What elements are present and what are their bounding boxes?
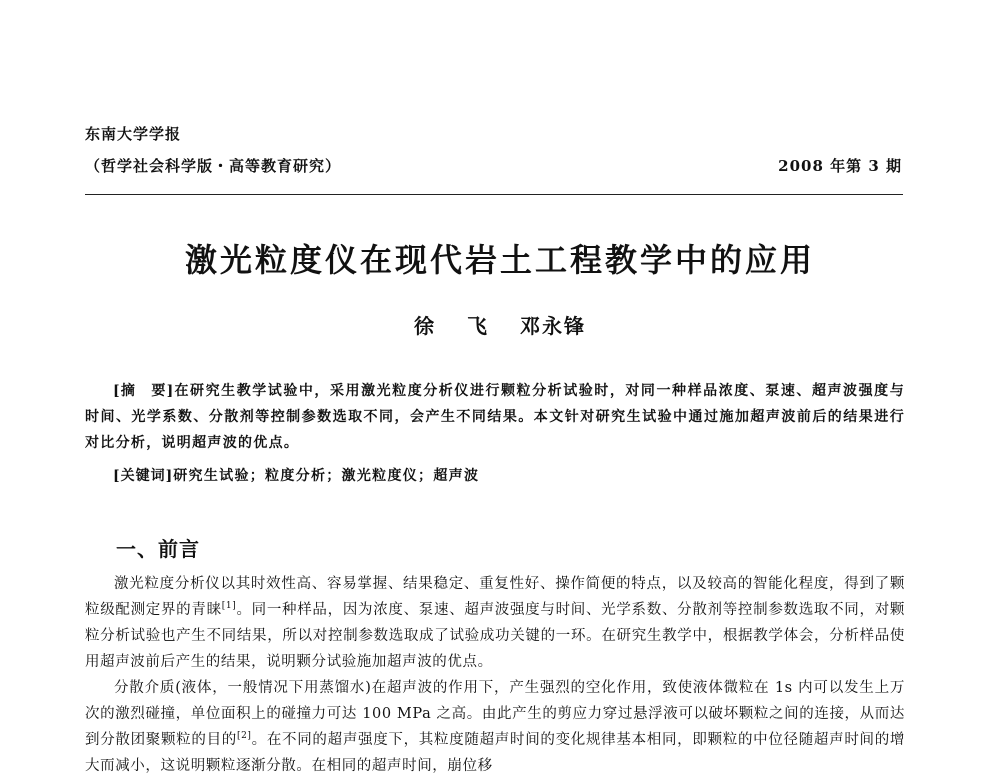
paragraph-text: 分散介质(液体，一般情况下用蒸馏水)在超声波的作用下，产生强烈的空化作用，致使液体微粒在 1s 内可以发生上万次的激烈碰撞，单位面积上的碰撞力可达 100 MPa 之高。由此产生的剪应力穿过悬浮液可以破坏颗粒之间的连接，从而达到分散团聚颗粒的目的 (85, 680, 905, 748)
reference-marker[interactable]: [1] (221, 601, 237, 612)
journal-subtitle: （哲学社会科学版・高等教育研究） (85, 157, 342, 175)
keywords (113, 465, 479, 485)
paragraph-text: 。同一种样品，因为浓度、泵速、超声波强度与时间、光学系数、分散剂等控制参数选取不同，对颗粒分析试验也产生不同结果，所以对控制参数选取成了试验成功关键的一环。在研究生教学中，根据教学体会，分析样品使用超声波前后产生的结果，说明颗分试验施加超声波的优点。 (85, 602, 905, 670)
header-divider (85, 194, 903, 195)
keywords-text: 研究生试验；粒度分析；激光粒度仪；超声波 (173, 468, 480, 484)
abstract-text: 在研究生教学试验中，采用激光粒度分析仪进行颗粒分析试验时，对同一种样品浓度、泵速、超声波强度与时间、光学系数、分散剂等控制参数选取不同，会产生不同结果。本文针对研究生试验中通过施加超声波前后的结果进行对比分析，说明超声波的优点。 (85, 383, 905, 451)
journal-name: 东南大学学报 (85, 125, 182, 143)
body-paragraph-2 (85, 675, 905, 779)
article-title: 激光粒度仪在现代岩土工程教学中的应用 (184, 241, 815, 279)
abstract (85, 378, 905, 456)
article-authors: 徐 飞 邓永锋 (414, 314, 586, 338)
paragraph-text: 激光粒度分析仪以其时效性高、容易掌握、结果稳定、重复性好、操作简便的特点，以及较高的智能化程度，得到了颗粒级配测定界的青睐 (85, 576, 905, 618)
abstract-label: [摘 要] (113, 383, 175, 399)
section-heading-introduction: 一、前言 (116, 537, 200, 561)
body-paragraph-1 (85, 571, 905, 675)
reference-marker[interactable]: [2] (236, 731, 252, 742)
keywords-label: [关键词] (113, 468, 174, 484)
issue-number: 2008 年第 3 期 (778, 157, 902, 175)
paragraph-text: 。在不同的超声强度下，其粒度随超声时间的变化规律基本相同，即颗粒的中位径随超声时间的增大而减小，这说明颗粒逐渐分散。在相同的超声时间，崩位移 (85, 732, 906, 774)
